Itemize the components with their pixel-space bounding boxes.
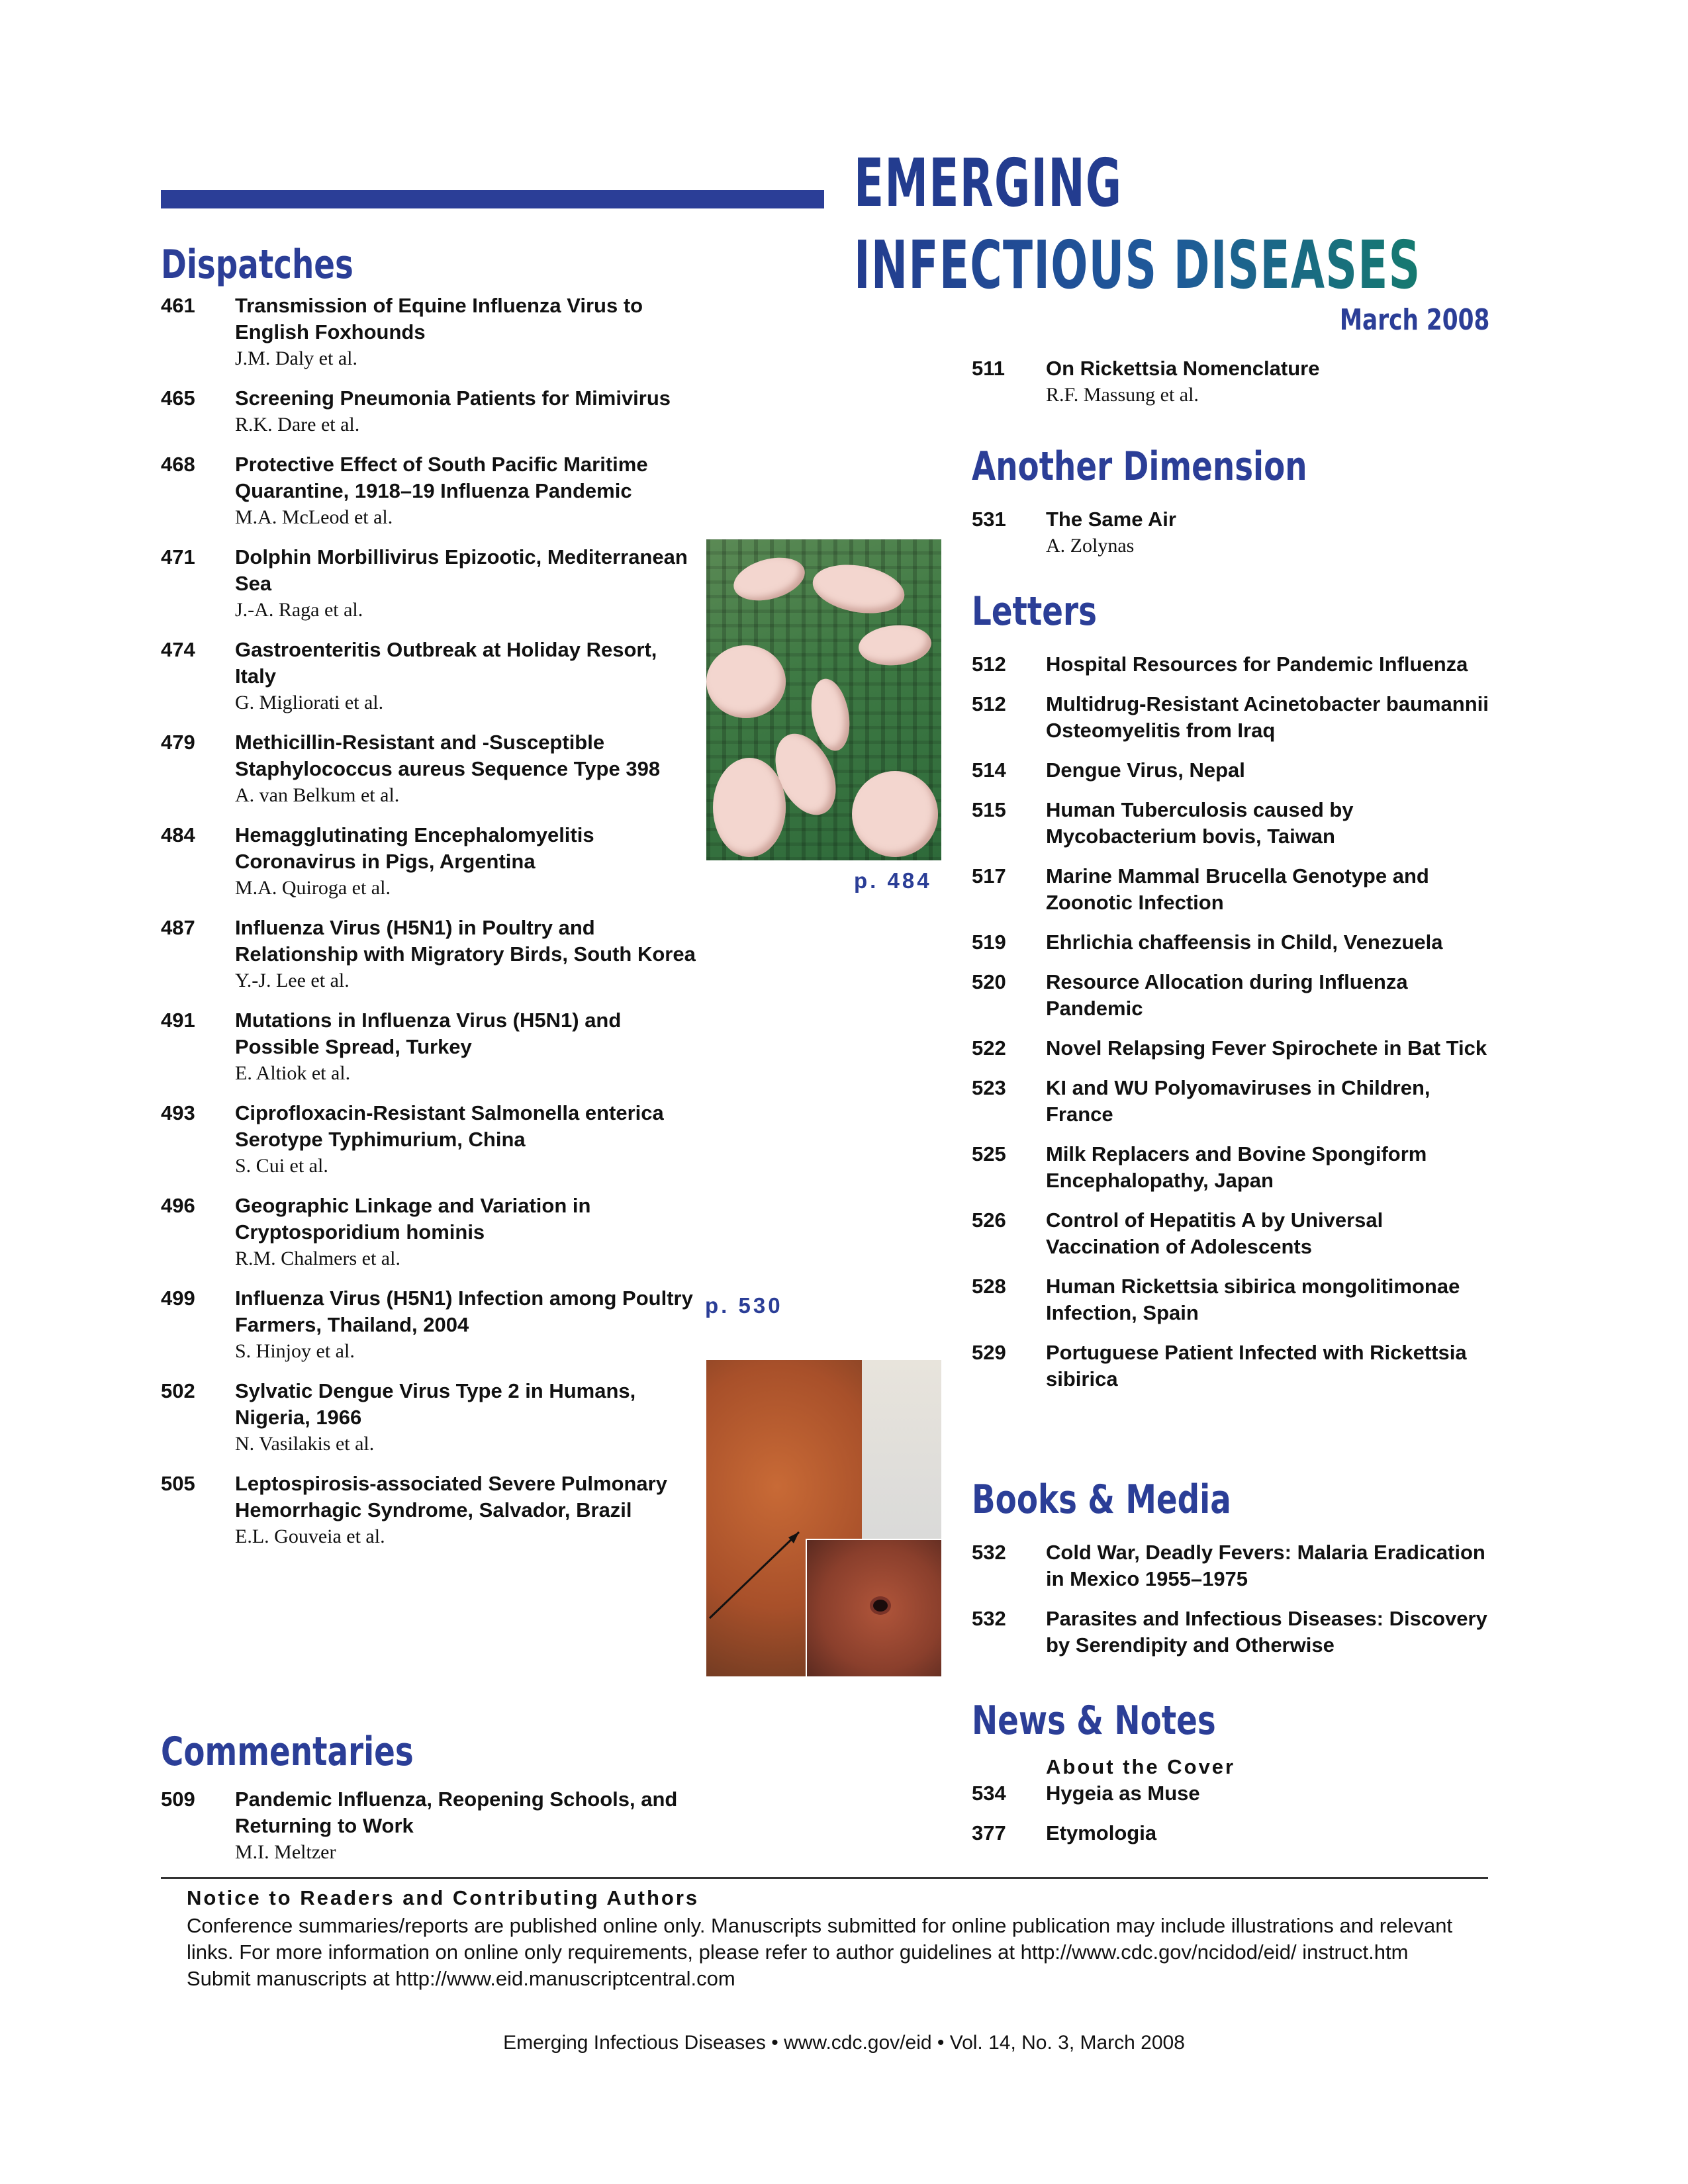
toc-authors: R.K. Dare et al. xyxy=(235,414,360,435)
toc-entry[interactable] xyxy=(161,451,704,531)
toc-entry[interactable] xyxy=(972,1539,1495,1592)
toc-entry[interactable] xyxy=(161,1471,704,1550)
lesion-closeup-inset xyxy=(806,1539,941,1676)
toc-article-title[interactable]: Screening Pneumonia Patients for Mimivirus xyxy=(235,387,671,410)
toc-article-title[interactable]: Methicillin-Resistant and -Susceptible Staphylococcus aureus Sequence Type 398 xyxy=(235,731,661,780)
toc-page-number: 511 xyxy=(972,357,1006,380)
toc-page-number: 520 xyxy=(972,970,1006,993)
toc-page-number: 528 xyxy=(972,1275,1006,1298)
toc-page-number: 523 xyxy=(972,1076,1006,1099)
toc-authors: M.A. McLeod et al. xyxy=(235,506,393,528)
toc-article-title[interactable]: Etymologia xyxy=(1046,1821,1157,1844)
another-dimension-list xyxy=(972,506,1495,559)
toc-page-number: 515 xyxy=(972,798,1006,821)
toc-article-title[interactable]: Influenza Virus (H5N1) in Poultry and Relationship with Migratory Birds, South Korea xyxy=(235,916,696,966)
page-footer: Emerging Infectious Diseases • www.cdc.gov/eid • Vol. 14, No. 3, March 2008 xyxy=(503,2032,1185,2054)
toc-article-title[interactable]: Cold War, Deadly Fevers: Malaria Eradication in Mexico 1955–1975 xyxy=(1046,1541,1485,1590)
issue-date: March 2008 xyxy=(1339,303,1489,337)
toc-entry[interactable] xyxy=(972,355,1495,408)
toc-entry[interactable] xyxy=(972,797,1495,850)
toc-page-number: 512 xyxy=(972,653,1006,676)
toc-article-title[interactable]: Hemagglutinating Encephalomyelitis Coronavirus in Pigs, Argentina xyxy=(235,823,594,873)
toc-article-title[interactable]: KI and WU Polyomaviruses in Children, France xyxy=(1046,1076,1430,1126)
toc-entry[interactable] xyxy=(972,1820,1495,1846)
notice-body: Conference summaries/reports are published online only. Manuscripts submitted for online publication may include illustrations and relevant links. For more information on online only requirements, please refer to author guidelines at http://www.cdc.gov/ncidod/eid/ instruct.htm Submit manuscripts at http://www.eid.manuscriptcentral.com xyxy=(187,1914,1453,1990)
dispatches-list xyxy=(161,293,704,1550)
toc-entry[interactable] xyxy=(972,691,1495,744)
toc-page-number: 534 xyxy=(972,1782,1006,1805)
toc-entry[interactable] xyxy=(161,915,704,994)
books-media-section xyxy=(972,1473,1495,1659)
toc-authors: J.M. Daly et al. xyxy=(235,347,357,369)
news-notes-list xyxy=(972,1780,1495,1846)
right-top-section xyxy=(972,355,1495,408)
toc-authors: R.F. Massung et al. xyxy=(1046,384,1199,406)
toc-article-title[interactable]: Dengue Virus, Nepal xyxy=(1046,758,1245,782)
toc-page-number: 468 xyxy=(161,453,195,476)
toc-page-number: 493 xyxy=(161,1101,195,1124)
toc-article-title[interactable]: Geographic Linkage and Variation in Cryptosporidium hominis xyxy=(235,1194,591,1244)
toc-page-number: 531 xyxy=(972,508,1006,531)
notice-title: Notice to Readers and Contributing Authors xyxy=(187,1886,700,1909)
toc-entry[interactable] xyxy=(161,729,704,809)
toc-authors: E.L. Gouveia et al. xyxy=(235,1525,385,1547)
skin-lesion-photo xyxy=(706,1360,941,1676)
journal-title-line1: EMERGING xyxy=(854,144,1123,222)
toc-article-title[interactable]: Resource Allocation during Influenza Pandemic xyxy=(1046,970,1408,1020)
toc-entry[interactable] xyxy=(161,637,704,716)
pig-photo xyxy=(706,539,941,860)
toc-page-number: 491 xyxy=(161,1009,195,1032)
toc-page-number: 487 xyxy=(161,916,195,939)
toc-page-number: 514 xyxy=(972,758,1006,782)
toc-article-title[interactable]: Milk Replacers and Bovine Spongiform Encephalopathy, Japan xyxy=(1046,1142,1427,1192)
toc-entry[interactable] xyxy=(161,1378,704,1457)
header-rule xyxy=(161,190,824,208)
toc-authors: R.M. Chalmers et al. xyxy=(235,1248,400,1269)
toc-authors: S. Cui et al. xyxy=(235,1155,328,1177)
toc-entry[interactable] xyxy=(972,1075,1495,1128)
notice-divider xyxy=(161,1877,1488,1879)
toc-article-title[interactable]: Dolphin Morbillivirus Epizootic, Mediterranean Sea xyxy=(235,545,688,595)
toc-page-number: 525 xyxy=(972,1142,1006,1165)
about-cover-label: About the Cover xyxy=(1046,1755,1236,1778)
toc-article-title[interactable]: Ehrlichia chaffeensis in Child, Venezuela xyxy=(1046,931,1443,954)
toc-article-title[interactable]: On Rickettsia Nomenclature xyxy=(1046,357,1320,380)
eschar-mark xyxy=(873,1600,888,1612)
section-heading-dispatches: Dispatches xyxy=(161,242,353,288)
toc-authors: J.-A. Raga et al. xyxy=(235,599,363,621)
toc-page-number: 465 xyxy=(161,387,195,410)
toc-page-number: 505 xyxy=(161,1472,195,1495)
toc-page-number: 517 xyxy=(972,864,1006,887)
toc-page-number: 532 xyxy=(972,1541,1006,1564)
toc-entry[interactable] xyxy=(161,385,704,438)
toc-page-number: 519 xyxy=(972,931,1006,954)
toc-page-number: 499 xyxy=(161,1287,195,1310)
right-top-list xyxy=(972,355,1495,408)
section-heading-letters: Letters xyxy=(972,588,1097,635)
toc-article-title[interactable]: Influenza Virus (H5N1) Infection among Poultry Farmers, Thailand, 2004 xyxy=(235,1287,693,1336)
toc-entry[interactable] xyxy=(972,757,1495,784)
dispatches-section xyxy=(161,238,704,1550)
toc-article-title[interactable]: Hygeia as Muse xyxy=(1046,1782,1200,1805)
toc-entry[interactable] xyxy=(972,929,1495,956)
section-heading-news-notes: News & Notes xyxy=(972,1698,1216,1744)
toc-article-title[interactable]: Multidrug-Resistant Acinetobacter baumannii Osteomyelitis from Iraq xyxy=(1046,692,1489,742)
toc-entry[interactable] xyxy=(161,1193,704,1272)
toc-authors: M.A. Quiroga et al. xyxy=(235,877,391,899)
toc-page-number: 471 xyxy=(161,545,195,569)
toc-entry[interactable] xyxy=(972,1606,1495,1659)
toc-entry[interactable] xyxy=(972,1340,1495,1392)
toc-entry[interactable] xyxy=(972,1035,1495,1062)
toc-authors: S. Hinjoy et al. xyxy=(235,1340,355,1362)
toc-authors: Y.-J. Lee et al. xyxy=(235,970,350,991)
toc-entry[interactable] xyxy=(161,1007,704,1087)
toc-entry[interactable] xyxy=(972,1780,1495,1807)
toc-article-title[interactable]: Human Tuberculosis caused by Mycobacterium bovis, Taiwan xyxy=(1046,798,1354,848)
toc-article-title[interactable]: Protective Effect of South Pacific Maritime Quarantine, 1918–19 Influenza Pandemic xyxy=(235,453,648,502)
toc-page-number: 522 xyxy=(972,1036,1006,1060)
toc-page-number: 496 xyxy=(161,1194,195,1217)
another-dimension-section xyxy=(972,440,1495,559)
toc-page-number: 474 xyxy=(161,638,195,661)
toc-entry[interactable] xyxy=(972,506,1495,559)
toc-page-number: 532 xyxy=(972,1607,1006,1630)
toc-article-title[interactable]: Marine Mammal Brucella Genotype and Zoonotic Infection xyxy=(1046,864,1429,914)
toc-authors: M.I. Meltzer xyxy=(235,1841,336,1863)
toc-article-title[interactable]: Mutations in Influenza Virus (H5N1) and Possible Spread, Turkey xyxy=(235,1009,622,1058)
toc-entry[interactable] xyxy=(972,1273,1495,1326)
toc-entry[interactable] xyxy=(972,863,1495,916)
toc-article-title[interactable]: Transmission of Equine Influenza Virus to English Foxhounds xyxy=(235,294,643,343)
toc-authors: E. Altiok et al. xyxy=(235,1062,351,1084)
toc-page-number: 509 xyxy=(161,1788,195,1811)
toc-entry[interactable] xyxy=(972,969,1495,1022)
letters-section xyxy=(972,585,1495,1392)
toc-entry[interactable] xyxy=(161,1285,704,1365)
toc-article-title[interactable]: Control of Hepatitis A by Universal Vaccination of Adolescents xyxy=(1046,1208,1383,1258)
section-heading-another-dimension: Another Dimension xyxy=(972,443,1307,490)
section-heading-books-media: Books & Media xyxy=(972,1477,1231,1523)
toc-page-number: 484 xyxy=(161,823,195,846)
toc-page-number: 512 xyxy=(972,692,1006,715)
toc-authors: N. Vasilakis et al. xyxy=(235,1433,375,1455)
toc-entry[interactable] xyxy=(161,1100,704,1179)
toc-article-title[interactable]: Hospital Resources for Pandemic Influenza xyxy=(1046,653,1468,676)
toc-article-title[interactable]: Portuguese Patient Infected with Rickettsia sibirica xyxy=(1046,1341,1467,1390)
commentaries-section xyxy=(161,1725,704,1866)
toc-authors: A. van Belkum et al. xyxy=(235,784,400,806)
toc-page-number: 529 xyxy=(972,1341,1006,1364)
toc-article-title[interactable]: Ciprofloxacin-Resistant Salmonella enterica Serotype Typhimurium, China xyxy=(235,1101,664,1151)
commentaries-list xyxy=(161,1786,704,1866)
letters-list xyxy=(972,651,1495,1392)
toc-article-title[interactable]: Parasites and Infectious Diseases: Discovery by Serendipity and Otherwise xyxy=(1046,1607,1487,1657)
toc-entry[interactable] xyxy=(972,1207,1495,1260)
section-heading-commentaries: Commentaries xyxy=(161,1729,414,1775)
toc-entry[interactable] xyxy=(972,651,1495,678)
news-notes-section xyxy=(972,1694,1495,1846)
journal-title-line2: INFECTIOUS DISEASES xyxy=(854,226,1421,304)
books-media-list xyxy=(972,1539,1495,1659)
toc-entry[interactable] xyxy=(972,1141,1495,1194)
toc-article-title[interactable]: Leptospirosis-associated Severe Pulmonary Hemorrhagic Syndrome, Salvador, Brazil xyxy=(235,1472,667,1522)
toc-page-number: 526 xyxy=(972,1208,1006,1232)
figure-caption-pigs: p. 484 xyxy=(854,868,932,893)
toc-authors: G. Migliorati et al. xyxy=(235,692,384,713)
toc-entry[interactable] xyxy=(161,822,704,901)
toc-article-title[interactable]: Pandemic Influenza, Reopening Schools, and Returning to Work xyxy=(235,1788,678,1837)
toc-entry[interactable] xyxy=(161,1786,704,1866)
toc-page-number: 479 xyxy=(161,731,195,754)
figure-caption-skin: p. 530 xyxy=(705,1293,783,1318)
toc-page-number: 377 xyxy=(972,1821,1006,1844)
toc-entry[interactable] xyxy=(161,544,704,623)
toc-page-number: 461 xyxy=(161,294,195,317)
toc-article-title[interactable]: The Same Air xyxy=(1046,508,1176,531)
toc-article-title[interactable]: Gastroenteritis Outbreak at Holiday Resort, Italy xyxy=(235,638,657,688)
toc-authors: A. Zolynas xyxy=(1046,535,1135,557)
toc-article-title[interactable]: Novel Relapsing Fever Spirochete in Bat Tick xyxy=(1046,1036,1487,1060)
toc-article-title[interactable]: Sylvatic Dengue Virus Type 2 in Humans, Nigeria, 1966 xyxy=(235,1379,636,1429)
toc-page-number: 502 xyxy=(161,1379,195,1402)
toc-article-title[interactable]: Human Rickettsia sibirica mongolitimonae Infection, Spain xyxy=(1046,1275,1460,1324)
toc-entry[interactable] xyxy=(161,293,704,372)
